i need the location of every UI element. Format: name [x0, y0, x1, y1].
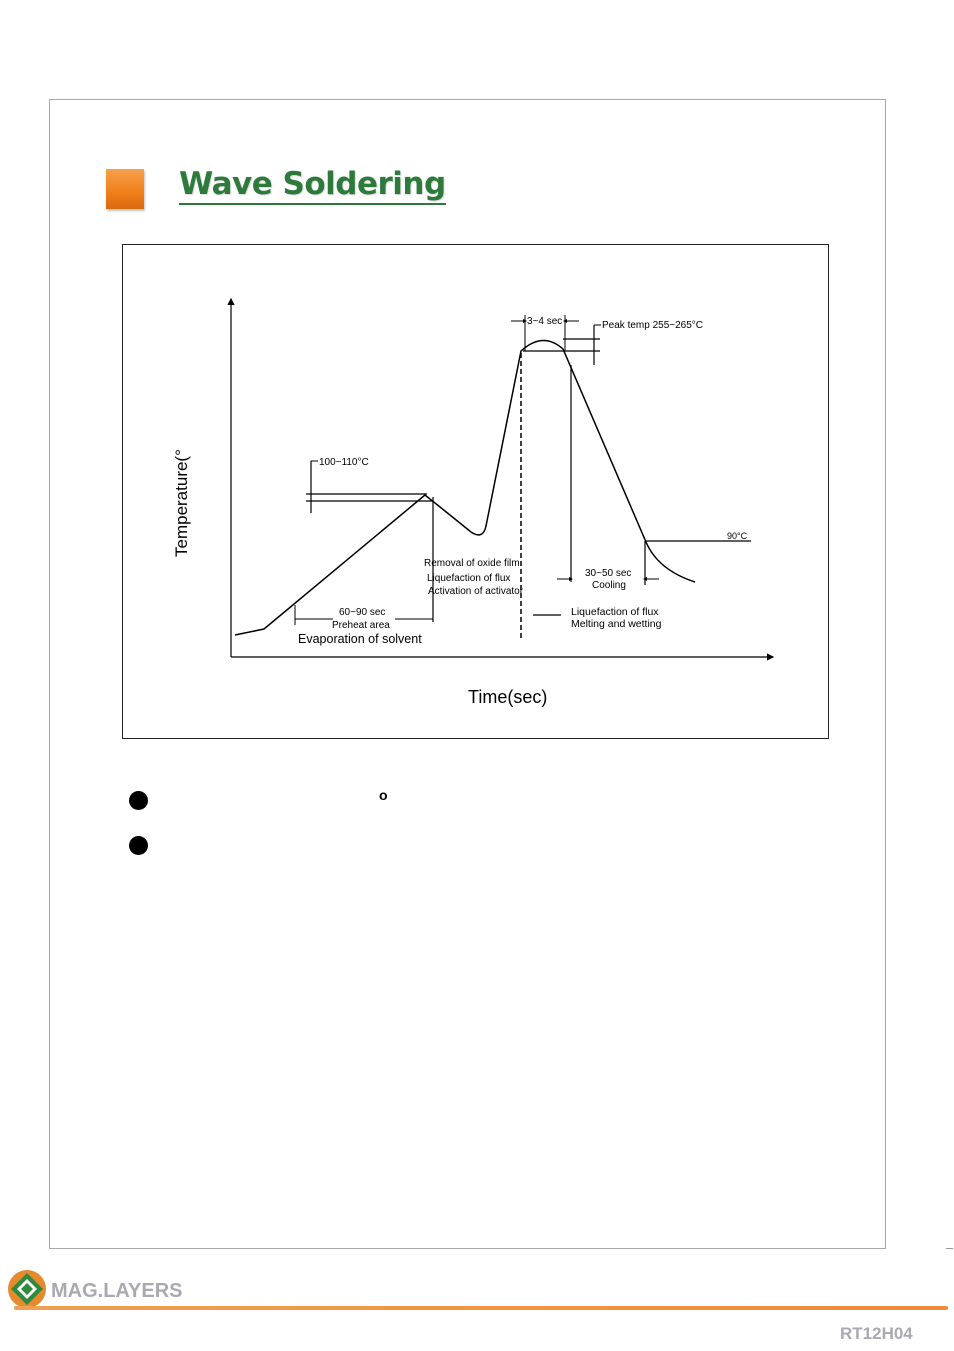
corner-mark	[946, 1248, 953, 1249]
cooling-label: Cooling	[592, 580, 626, 591]
title-marker-square	[106, 169, 144, 209]
cooling-time-label: 30~50 sec	[585, 568, 632, 579]
footer-divider	[14, 1306, 948, 1310]
removal-oxide-label: Removal of oxide film	[424, 558, 520, 569]
evaporation-label: Evaporation of solvent	[298, 632, 422, 646]
y-axis-label: Temperature(°	[172, 449, 191, 557]
liquefaction-flux-label: Liquefaction of flux	[427, 573, 511, 584]
document-code: RT12H04	[840, 1324, 913, 1343]
maglayers-logo-icon	[6, 1268, 48, 1310]
legend-label-line2: Melting and wetting	[571, 618, 662, 630]
end-temp-label: 90°C	[727, 531, 748, 541]
degree-symbol: o	[379, 787, 388, 803]
activation-label: Activation of activator	[428, 586, 524, 597]
legend-label-line1: Liquefaction of flux	[571, 606, 659, 618]
preheat-time-label: 60~90 sec	[339, 607, 386, 618]
page-title: Wave Soldering	[179, 166, 446, 205]
chart-frame	[122, 244, 829, 739]
preheat-temp-label: 100~110°C	[319, 457, 369, 468]
peak-time-label: 3~4 sec	[527, 316, 563, 327]
preheat-area-label: Preheat area	[332, 620, 390, 631]
bullet-point-1	[129, 791, 148, 810]
bullet-point-2	[129, 836, 148, 855]
wave-soldering-chart	[123, 245, 830, 740]
peak-temp-label: Peak temp 255~265°C	[602, 320, 704, 331]
x-axis-label: Time(sec)	[468, 687, 548, 707]
brand-name: MAG.LAYERS	[51, 1280, 183, 1302]
